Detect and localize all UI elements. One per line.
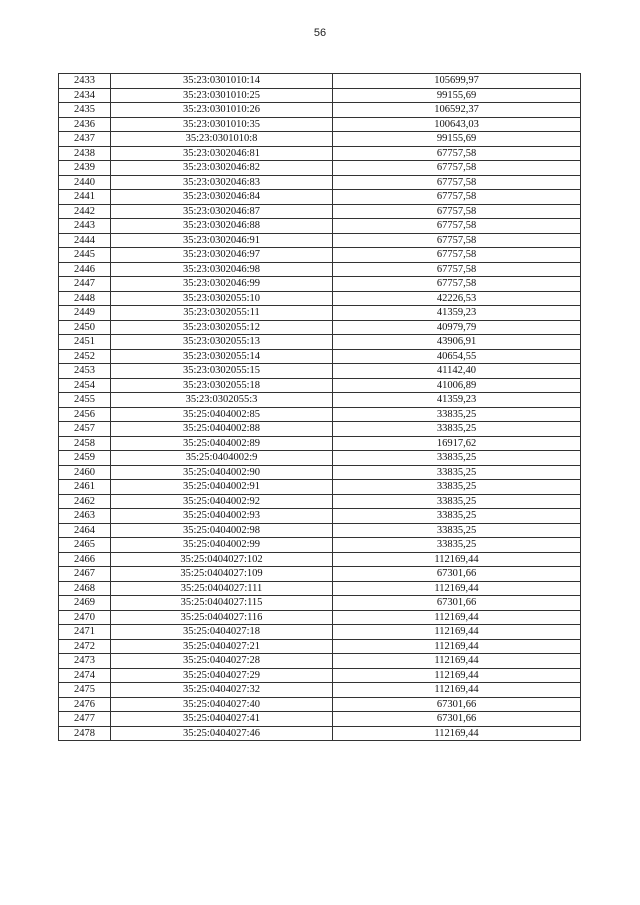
cadastral-number-cell: 35:23:0302046:81 <box>111 146 333 161</box>
table-row <box>59 683 581 698</box>
cadastral-number-cell: 35:23:0302055:12 <box>111 320 333 335</box>
row-number-cell: 2469 <box>59 596 111 611</box>
cadastral-value-cell: 112169,44 <box>333 581 581 596</box>
cadastral-number-cell: 35:23:0302046:87 <box>111 204 333 219</box>
cadastral-value-cell: 112169,44 <box>333 552 581 567</box>
row-number-cell: 2433 <box>59 74 111 89</box>
cadastral-value-cell: 67757,58 <box>333 175 581 190</box>
table-row <box>59 219 581 234</box>
row-number-cell: 2438 <box>59 146 111 161</box>
table-row <box>59 610 581 625</box>
cadastral-value-cell: 41359,23 <box>333 306 581 321</box>
cadastral-value-cell: 67301,66 <box>333 567 581 582</box>
table-body <box>59 74 581 741</box>
row-number-cell: 2450 <box>59 320 111 335</box>
cadastral-number-cell: 35:25:0404002:92 <box>111 494 333 509</box>
cadastral-value-cell: 99155,69 <box>333 88 581 103</box>
cadastral-value-cell: 67301,66 <box>333 697 581 712</box>
cadastral-number-cell: 35:25:0404027:40 <box>111 697 333 712</box>
row-number-cell: 2451 <box>59 335 111 350</box>
table-row <box>59 103 581 118</box>
cadastral-value-cell: 112169,44 <box>333 654 581 669</box>
row-number-cell: 2459 <box>59 451 111 466</box>
row-number-cell: 2461 <box>59 480 111 495</box>
cadastral-number-cell: 35:25:0404002:88 <box>111 422 333 437</box>
cadastral-value-cell: 112169,44 <box>333 726 581 741</box>
row-number-cell: 2434 <box>59 88 111 103</box>
row-number-cell: 2475 <box>59 683 111 698</box>
row-number-cell: 2439 <box>59 161 111 176</box>
table-row <box>59 726 581 741</box>
row-number-cell: 2458 <box>59 436 111 451</box>
page-number: 56 <box>313 27 327 39</box>
row-number-cell: 2443 <box>59 219 111 234</box>
table-row <box>59 146 581 161</box>
cadastral-number-cell: 35:25:0404027:102 <box>111 552 333 567</box>
cadastral-number-cell: 35:25:0404027:46 <box>111 726 333 741</box>
table-row <box>59 306 581 321</box>
cadastral-value-cell: 40979,79 <box>333 320 581 335</box>
table-row <box>59 291 581 306</box>
table-row <box>59 117 581 132</box>
cadastral-value-cell: 112169,44 <box>333 625 581 640</box>
row-number-cell: 2444 <box>59 233 111 248</box>
cadastral-number-cell: 35:23:0302046:99 <box>111 277 333 292</box>
row-number-cell: 2468 <box>59 581 111 596</box>
cadastral-number-cell: 35:23:0302055:14 <box>111 349 333 364</box>
table-row <box>59 175 581 190</box>
cadastral-value-table <box>58 73 581 741</box>
row-number-cell: 2462 <box>59 494 111 509</box>
cadastral-number-cell: 35:23:0302055:15 <box>111 364 333 379</box>
cadastral-number-cell: 35:25:0404027:116 <box>111 610 333 625</box>
row-number-cell: 2457 <box>59 422 111 437</box>
cadastral-number-cell: 35:25:0404027:21 <box>111 639 333 654</box>
cadastral-value-cell: 67301,66 <box>333 596 581 611</box>
cadastral-number-cell: 35:23:0301010:25 <box>111 88 333 103</box>
cadastral-number-cell: 35:23:0302055:10 <box>111 291 333 306</box>
cadastral-value-cell: 33835,25 <box>333 407 581 422</box>
table-row <box>59 335 581 350</box>
table-row <box>59 480 581 495</box>
cadastral-number-cell: 35:25:0404027:28 <box>111 654 333 669</box>
table-row <box>59 349 581 364</box>
table-row <box>59 639 581 654</box>
cadastral-value-cell: 67757,58 <box>333 161 581 176</box>
cadastral-value-cell: 67757,58 <box>333 262 581 277</box>
row-number-cell: 2449 <box>59 306 111 321</box>
table-row <box>59 262 581 277</box>
cadastral-value-cell: 112169,44 <box>333 683 581 698</box>
row-number-cell: 2477 <box>59 712 111 727</box>
row-number-cell: 2463 <box>59 509 111 524</box>
cadastral-value-cell: 100643,03 <box>333 117 581 132</box>
cadastral-value-cell: 41142,40 <box>333 364 581 379</box>
row-number-cell: 2447 <box>59 277 111 292</box>
row-number-cell: 2445 <box>59 248 111 263</box>
cadastral-number-cell: 35:25:0404002:99 <box>111 538 333 553</box>
table-row <box>59 538 581 553</box>
row-number-cell: 2453 <box>59 364 111 379</box>
cadastral-value-cell: 112169,44 <box>333 668 581 683</box>
cadastral-number-cell: 35:25:0404027:29 <box>111 668 333 683</box>
row-number-cell: 2440 <box>59 175 111 190</box>
table-row <box>59 436 581 451</box>
table-row <box>59 712 581 727</box>
cadastral-value-cell: 33835,25 <box>333 509 581 524</box>
cadastral-number-cell: 35:23:0302046:98 <box>111 262 333 277</box>
cadastral-number-cell: 35:25:0404027:32 <box>111 683 333 698</box>
row-number-cell: 2456 <box>59 407 111 422</box>
cadastral-value-cell: 112169,44 <box>333 639 581 654</box>
cadastral-value-cell: 106592,37 <box>333 103 581 118</box>
cadastral-value-cell: 41359,23 <box>333 393 581 408</box>
cadastral-number-cell: 35:23:0302046:91 <box>111 233 333 248</box>
cadastral-value-cell: 67757,58 <box>333 190 581 205</box>
row-number-cell: 2446 <box>59 262 111 277</box>
table-row <box>59 161 581 176</box>
cadastral-value-cell: 67757,58 <box>333 204 581 219</box>
table-row <box>59 378 581 393</box>
table-row <box>59 248 581 263</box>
row-number-cell: 2478 <box>59 726 111 741</box>
cadastral-value-cell: 33835,25 <box>333 422 581 437</box>
cadastral-number-cell: 35:23:0301010:8 <box>111 132 333 147</box>
table-row <box>59 581 581 596</box>
table-row <box>59 625 581 640</box>
cadastral-value-cell: 67301,66 <box>333 712 581 727</box>
cadastral-value-cell: 41006,89 <box>333 378 581 393</box>
cadastral-number-cell: 35:25:0404027:41 <box>111 712 333 727</box>
table-row <box>59 494 581 509</box>
row-number-cell: 2474 <box>59 668 111 683</box>
row-number-cell: 2455 <box>59 393 111 408</box>
row-number-cell: 2441 <box>59 190 111 205</box>
cadastral-number-cell: 35:23:0302055:13 <box>111 335 333 350</box>
row-number-cell: 2470 <box>59 610 111 625</box>
cadastral-number-cell: 35:25:0404002:91 <box>111 480 333 495</box>
row-number-cell: 2465 <box>59 538 111 553</box>
cadastral-number-cell: 35:23:0302046:82 <box>111 161 333 176</box>
cadastral-number-cell: 35:23:0302055:11 <box>111 306 333 321</box>
cadastral-value-cell: 33835,25 <box>333 451 581 466</box>
row-number-cell: 2460 <box>59 465 111 480</box>
cadastral-number-cell: 35:25:0404027:109 <box>111 567 333 582</box>
row-number-cell: 2435 <box>59 103 111 118</box>
table-row <box>59 697 581 712</box>
cadastral-value-cell: 33835,25 <box>333 480 581 495</box>
cadastral-number-cell: 35:25:0404027:18 <box>111 625 333 640</box>
row-number-cell: 2454 <box>59 378 111 393</box>
table-row <box>59 523 581 538</box>
row-number-cell: 2471 <box>59 625 111 640</box>
table-row <box>59 509 581 524</box>
cadastral-number-cell: 35:25:0404002:85 <box>111 407 333 422</box>
table-row <box>59 552 581 567</box>
row-number-cell: 2437 <box>59 132 111 147</box>
row-number-cell: 2472 <box>59 639 111 654</box>
cadastral-value-cell: 105699,97 <box>333 74 581 89</box>
cadastral-value-cell: 42226,53 <box>333 291 581 306</box>
cadastral-value-cell: 99155,69 <box>333 132 581 147</box>
row-number-cell: 2466 <box>59 552 111 567</box>
cadastral-number-cell: 35:25:0404002:90 <box>111 465 333 480</box>
table-row <box>59 422 581 437</box>
table-row <box>59 132 581 147</box>
cadastral-value-cell: 33835,25 <box>333 538 581 553</box>
cadastral-number-cell: 35:25:0404002:9 <box>111 451 333 466</box>
row-number-cell: 2467 <box>59 567 111 582</box>
cadastral-number-cell: 35:23:0302055:3 <box>111 393 333 408</box>
table-row <box>59 320 581 335</box>
table-row <box>59 567 581 582</box>
cadastral-value-cell: 33835,25 <box>333 465 581 480</box>
cadastral-number-cell: 35:23:0302046:83 <box>111 175 333 190</box>
table-row <box>59 88 581 103</box>
row-number-cell: 2436 <box>59 117 111 132</box>
cadastral-value-cell: 67757,58 <box>333 219 581 234</box>
cadastral-number-cell: 35:23:0301010:14 <box>111 74 333 89</box>
table-row <box>59 74 581 89</box>
cadastral-value-cell: 33835,25 <box>333 523 581 538</box>
cadastral-value-cell: 67757,58 <box>333 146 581 161</box>
cadastral-number-cell: 35:23:0302046:84 <box>111 190 333 205</box>
cadastral-number-cell: 35:23:0302055:18 <box>111 378 333 393</box>
cadastral-number-cell: 35:25:0404002:98 <box>111 523 333 538</box>
table-row <box>59 233 581 248</box>
table-row <box>59 668 581 683</box>
table-row <box>59 596 581 611</box>
cadastral-number-cell: 35:25:0404027:111 <box>111 581 333 596</box>
table-row <box>59 654 581 669</box>
cadastral-number-cell: 35:23:0301010:26 <box>111 103 333 118</box>
cadastral-value-cell: 16917,62 <box>333 436 581 451</box>
cadastral-value-cell: 67757,58 <box>333 233 581 248</box>
row-number-cell: 2464 <box>59 523 111 538</box>
table-row <box>59 465 581 480</box>
table-row <box>59 190 581 205</box>
cadastral-number-cell: 35:25:0404027:115 <box>111 596 333 611</box>
table-row <box>59 407 581 422</box>
table-row <box>59 364 581 379</box>
table-row <box>59 393 581 408</box>
row-number-cell: 2476 <box>59 697 111 712</box>
row-number-cell: 2473 <box>59 654 111 669</box>
cadastral-value-cell: 67757,58 <box>333 277 581 292</box>
row-number-cell: 2452 <box>59 349 111 364</box>
cadastral-number-cell: 35:23:0301010:35 <box>111 117 333 132</box>
cadastral-value-cell: 112169,44 <box>333 610 581 625</box>
cadastral-value-cell: 40654,55 <box>333 349 581 364</box>
row-number-cell: 2442 <box>59 204 111 219</box>
cadastral-number-cell: 35:25:0404002:89 <box>111 436 333 451</box>
cadastral-value-cell: 33835,25 <box>333 494 581 509</box>
cadastral-number-cell: 35:25:0404002:93 <box>111 509 333 524</box>
table-row <box>59 277 581 292</box>
cadastral-value-cell: 67757,58 <box>333 248 581 263</box>
cadastral-number-cell: 35:23:0302046:97 <box>111 248 333 263</box>
row-number-cell: 2448 <box>59 291 111 306</box>
cadastral-number-cell: 35:23:0302046:88 <box>111 219 333 234</box>
table-row <box>59 204 581 219</box>
cadastral-value-cell: 43906,91 <box>333 335 581 350</box>
table-row <box>59 451 581 466</box>
